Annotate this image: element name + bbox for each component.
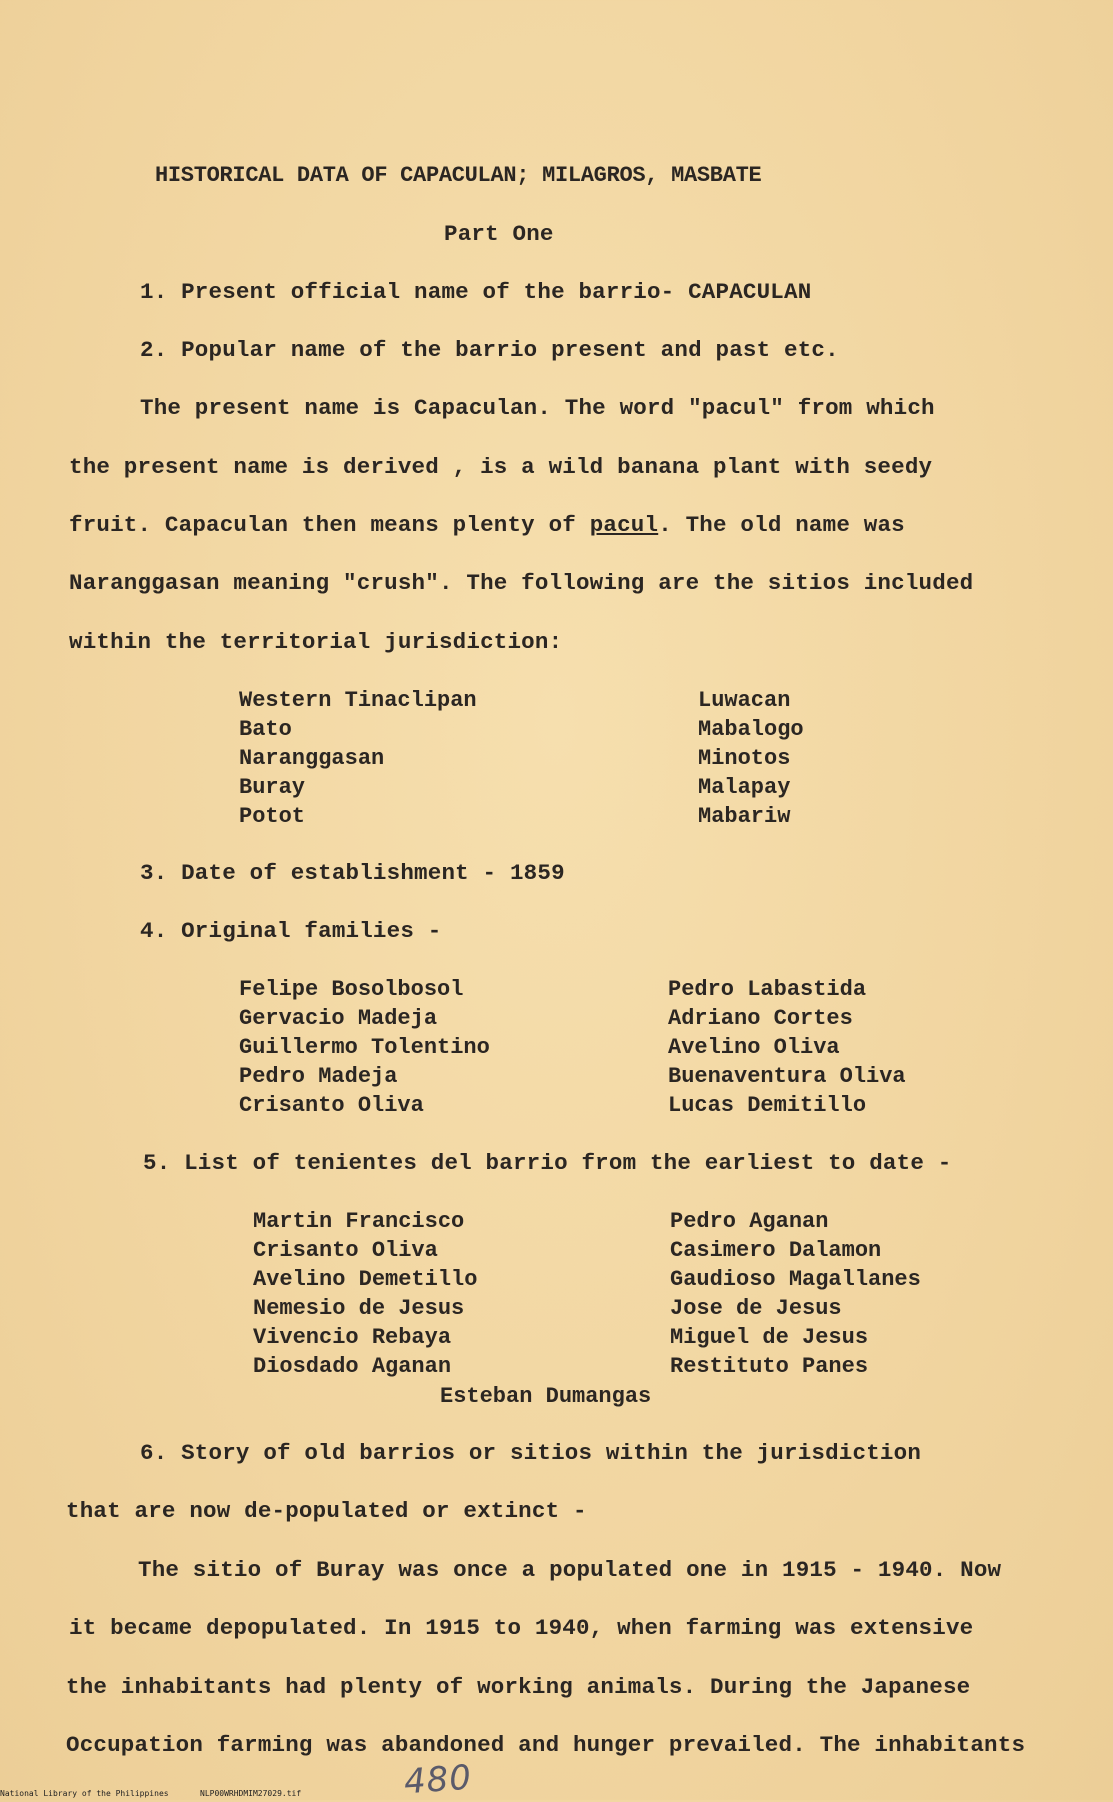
family-item: Felipe Bosolbosol (239, 977, 464, 1002)
teniente-item: Pedro Aganan (670, 1209, 829, 1234)
question-6-line-1: 6. Story of old barrios or sitios within the jurisdiction (140, 1440, 922, 1466)
tenientes-last-item (440, 1382, 651, 1411)
paragraph-2-line-2: it became depopulated. In 1915 to 1940, when farming was extensive (69, 1615, 974, 1641)
file-name-label: NLP00WRHDMIM27029.tif (200, 1789, 302, 1798)
question-6-line-2: that are now de-populated or extinct - (66, 1498, 587, 1524)
document-subtitle: Part One (444, 221, 554, 247)
paragraph-1-line-3-start: fruit. Capaculan then means plenty of (69, 512, 590, 538)
family-item: Guillermo Tolentino (239, 1035, 490, 1060)
teniente-item: Avelino Demetillo (253, 1267, 478, 1292)
teniente-item: Vivencio Rebaya (253, 1325, 452, 1350)
sitio-item: Western Tinaclipan (239, 688, 477, 713)
family-item: Lucas Demitillo (668, 1093, 867, 1118)
sitio-item: Mabariw (698, 804, 791, 829)
tenientes-left-column (253, 1207, 477, 1381)
handwritten-page-number: 480 (402, 1757, 474, 1802)
family-item: Crisanto Oliva (239, 1093, 424, 1118)
teniente-item: Jose de Jesus (670, 1296, 842, 1321)
document-title: HISTORICAL DATA OF CAPACULAN; MILAGROS, MASBATE (155, 163, 762, 188)
families-right-column (668, 975, 906, 1120)
sitio-item: Buray (239, 775, 306, 800)
teniente-item: Casimero Dalamon (670, 1238, 882, 1263)
paragraph-2-line-4: Occupation farming was abandoned and hunger prevailed. The inhabitants (66, 1732, 1026, 1758)
family-item: Gervacio Madeja (239, 1006, 438, 1031)
teniente-item: Miguel de Jesus (670, 1325, 869, 1350)
underlined-word-pacul: pacul (589, 512, 659, 538)
question-4: 4. Original families - (140, 918, 442, 944)
family-item: Avelino Oliva (668, 1035, 840, 1060)
sitio-item: Mabalogo (698, 717, 804, 742)
sitio-item: Potot (239, 804, 306, 829)
teniente-item: Esteban Dumangas (440, 1384, 652, 1409)
question-5: 5. List of tenientes del barrio from the earliest to date - (143, 1150, 952, 1176)
question-3: 3. Date of establishment - 1859 (140, 860, 565, 886)
sitio-item: Naranggasan (239, 746, 385, 771)
sitio-item: Minotos (698, 746, 791, 771)
paragraph-1-line-3 (69, 512, 905, 538)
family-item: Adriano Cortes (668, 1006, 853, 1031)
teniente-item: Crisanto Oliva (253, 1238, 438, 1263)
sitio-item: Malapay (698, 775, 791, 800)
paragraph-1-line-5: within the territorial jurisdiction: (69, 629, 563, 655)
paragraph-2-line-1: The sitio of Buray was once a populated one in 1915 - 1940. Now (138, 1557, 1002, 1583)
paragraph-1-line-1: The present name is Capaculan. The word "pacul" from which (140, 395, 935, 421)
families-left-column (239, 975, 490, 1120)
paragraph-2-line-3: the inhabitants had plenty of working animals. During the Japanese (66, 1674, 971, 1700)
teniente-item: Martin Francisco (253, 1209, 465, 1234)
paragraph-1-line-2: the present name is derived , is a wild banana plant with seedy (69, 454, 933, 480)
family-item: Pedro Labastida (668, 977, 867, 1002)
paragraph-1-line-4: Naranggasan meaning "crush". The following are the sitios included (69, 570, 974, 596)
tenientes-right-column (670, 1207, 921, 1381)
teniente-item: Gaudioso Magallanes (670, 1267, 921, 1292)
sitio-item: Bato (239, 717, 292, 742)
question-1: 1. Present official name of the barrio- CAPACULAN (140, 279, 812, 305)
sitios-left-column (239, 686, 477, 831)
family-item: Pedro Madeja (239, 1064, 398, 1089)
family-item: Buenaventura Oliva (668, 1064, 906, 1089)
teniente-item: Restituto Panes (670, 1354, 869, 1379)
sitios-right-column (698, 686, 804, 831)
library-label: National Library of the Philippines (0, 1789, 169, 1798)
sitio-item: Luwacan (698, 688, 791, 713)
teniente-item: Nemesio de Jesus (253, 1296, 465, 1321)
teniente-item: Diosdado Aganan (253, 1354, 452, 1379)
question-2: 2. Popular name of the barrio present and past etc. (140, 337, 839, 363)
paragraph-1-line-3-end: . The old name was (658, 512, 905, 538)
